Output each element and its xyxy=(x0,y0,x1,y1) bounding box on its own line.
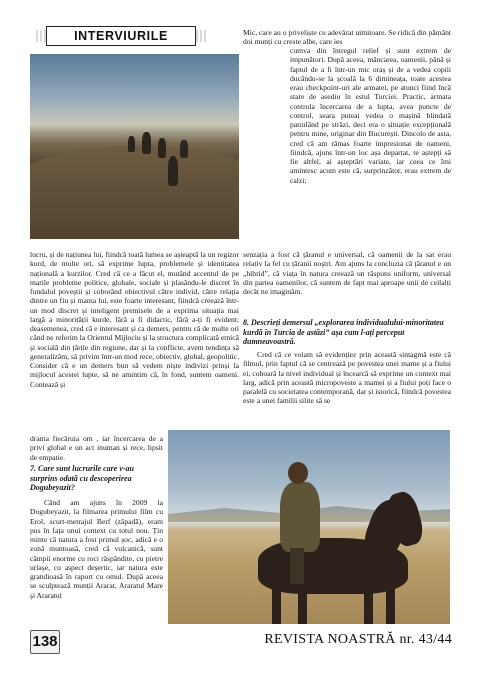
right-column-wrap-text: cumva din întregul relief și sunt extrem de impunători. După aceea, mâncarea, oamenii, până și faptul de a fi într-un mic oraș și de a vedea copiii ducându-se la școală la 6 dimineața, toate acestea erau checkpoint-uri ale armatei, pe atunci fiind încă stare de asediu în estul Turciei. Practic, armata controla încercarea de a lupta, avea puncte de control, seara puteai vedea o mașină blindată patrulând pe străzi, deci era o situație excepțională pentru mine, originar din București. Dincolo de asta, cred că am rămas foarte impresionat de oameni, fiindcă, ajuns într-un loc așa departat, te aștepți să fie altfel, ai așteptări variate, iar ceea ce îmi amintesc acum este că, surprinzător, erau extrem de calzi; xyxy=(290,46,451,185)
person-figure xyxy=(180,140,188,158)
photo-mountain-ridge xyxy=(30,54,239,239)
question-8-answer: Cred că ce voiam să evidențiez prin această sintagmă este că filmul, prin faptul că se centrează pe povestea unei mame și a fiului ei, coboară la nivel individual și încearcă să exprime un context mai larg, adică prin această micropoveste a mamei și a fiului poți face o paralelă cu societatea contemporană, dar și istorică, fiindcă povestea este a unei familii silite să se xyxy=(243,350,451,406)
magazine-issue-title: REVISTA NOASTRĂ nr. 43/44 xyxy=(264,632,452,647)
left-column-paragraph: lucru, și de națiunea lui, fiindcă toată lumea se așteaptă la un regizor kurd, de multe ori, să exprime lupta, problemele și identitatea națională a kurzilor. Cred că ce a făcut el, mutând accentul de pe marile probleme politice, globale, sociale și plasându-le discret în fundalul poveștii și coborând obiectivul către individ, către relația dintre un fiu și mama lui, este foarte interesant, fiindcă creează într-un mod discret și inteligent premisele de a exprima situația mai largă a minorității kurde, fără a fi didactic, fără a-ți fi evident; deasemenea, cred că e interesant și ca demers, pentru că de multe ori când ne referim la Orientul Mijlociu și la structura complicată etnică și socială din țările din regiune, dar și la conflicte, avem tendința să generalizăm, să privim într-un mod rece, obiectiv, global, geopolitic. Consider că e un demers bun să vedem niște indivizi prinși la mijlocul acestei lupte, să ne amintim că, în fond, suntem oameni. Contează și xyxy=(30,250,239,389)
question-8-heading: 8. Descrieți demersul „explorarea individualului-minoritatea kurdă în Turcia de astăzi” așa cum l-ați perceput dumneavoastră. xyxy=(243,318,444,347)
right-column-intro: Mic, care au o priveliște cu adevărat uimitoare. Se ridică din pământ doi munți cu creste albe, care ies xyxy=(243,28,451,47)
horse-leg xyxy=(386,586,395,624)
photo-wrap-spacer xyxy=(243,46,290,256)
page-number: 138 xyxy=(30,630,60,654)
person-figure xyxy=(128,136,135,152)
rider-head xyxy=(288,462,308,484)
horse-leg xyxy=(364,588,373,624)
ridge-shape xyxy=(30,146,239,239)
horse-leg xyxy=(298,588,307,624)
question-7-answer: Când am ajuns în 2009 la Dogubeyazit, la filmarea primului film cu Erol, scurt-metrajul Berf (zăpadă), eram pus în fața unui context cu totul nou. Țin minte că natura a fost primul șoc, adică e o zonă muntoasă, cred că vulcanică, sunt câmpii enorme cu roci răspândite, cu pietre uriașe, cu aspect deșertic, iar natura este grandioasă în raport cu omul. După aceea se sculptează munții Ararat, Araratul Mare și Araratul xyxy=(30,498,163,600)
question-7-heading: 7. Care sunt lucrurile care v-au surprins odată cu descoperirea Dogubeyazit? xyxy=(30,464,135,493)
person-figure xyxy=(168,156,178,186)
rider-body xyxy=(280,482,320,552)
person-figure xyxy=(158,138,166,158)
photo-man-on-horse xyxy=(168,430,450,624)
horse-leg xyxy=(272,588,281,624)
right-column-wrap xyxy=(243,46,451,256)
rider-leg xyxy=(290,548,304,584)
left-column-narrow-paragraph: drama fiecăruia om , iar încercarea de a privi global e un act inuman și rece, lipsit de empatie. xyxy=(30,434,163,462)
section-header: INTERVIURILE xyxy=(46,26,196,46)
person-figure xyxy=(142,132,151,154)
right-column-after-photo: senzația a fost că țăranul e universal, că oamenii de la sat erau relativ la fel cu țăranii noștri. Am ajuns la concluzia că țăranul e un „hibrid”, că viața în natura creează un răspuns uniform, universal din partea oamenilor, că suntem de fapt mai aproape unii de ceilalți decât ne imaginăm. xyxy=(243,250,451,296)
